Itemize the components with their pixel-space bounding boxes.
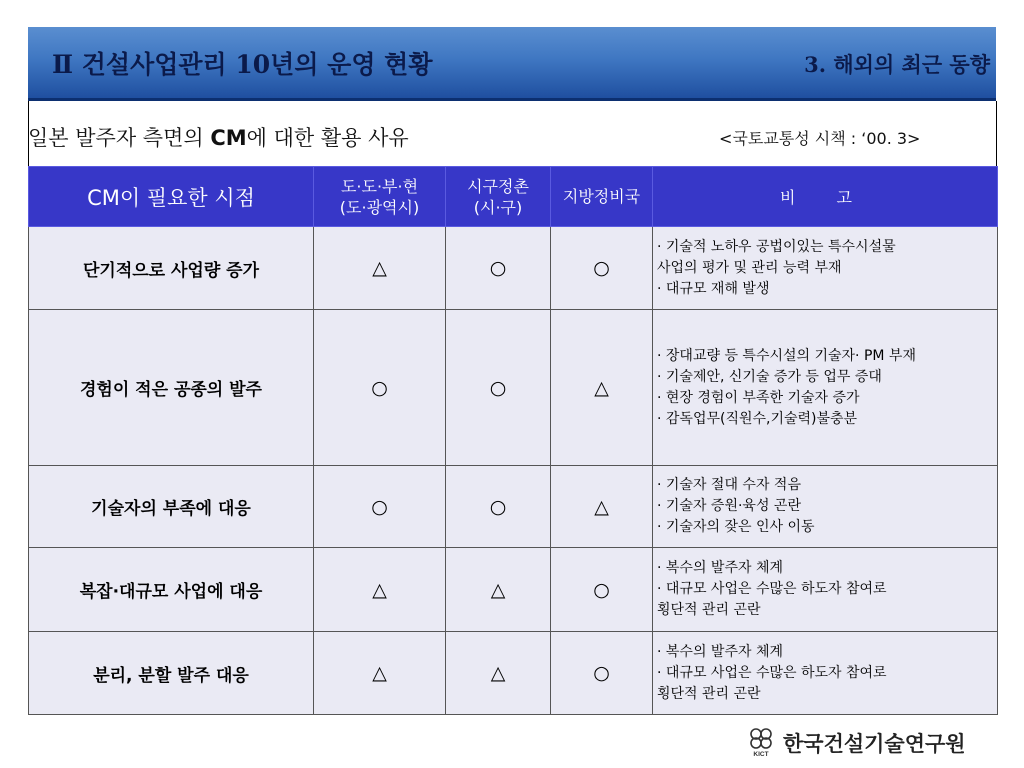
row-mark-regional-bureau: △ bbox=[551, 310, 653, 466]
table-row bbox=[29, 632, 998, 715]
header-regional-bureau: 지방정비국 bbox=[551, 167, 653, 227]
slide-header bbox=[28, 27, 996, 101]
table-row bbox=[29, 466, 998, 548]
table-header-row bbox=[29, 167, 998, 227]
row-mark-regional-bureau: ○ bbox=[551, 548, 653, 632]
table-row bbox=[29, 310, 998, 466]
subsection-title: 3. 해외의 최근 동향 bbox=[804, 52, 990, 77]
subtitle-suffix: 에 대한 활용 사유 bbox=[246, 126, 409, 150]
row-mark-prefecture: △ bbox=[314, 632, 446, 715]
row-reason: 기술자의 부족에 대응 bbox=[29, 466, 314, 548]
row-mark-regional-bureau: △ bbox=[551, 466, 653, 548]
row-note: · 복수의 발주자 체계 · 대규모 사업은 수많은 하도자 참여로 횡단적 관리 곤란 bbox=[653, 548, 998, 632]
row-reason: 복잡·대규모 사업에 대응 bbox=[29, 548, 314, 632]
kict-emblem-icon bbox=[745, 726, 777, 758]
section-title: Ⅱ 건설사업관리 10년의 운영 현황 bbox=[52, 50, 433, 79]
row-mark-prefecture: △ bbox=[314, 548, 446, 632]
row-reason: 경험이 적은 공종의 발주 bbox=[29, 310, 314, 466]
row-mark-municipality: ○ bbox=[446, 227, 551, 310]
row-mark-municipality: ○ bbox=[446, 310, 551, 466]
table-row bbox=[29, 548, 998, 632]
row-mark-regional-bureau: ○ bbox=[551, 227, 653, 310]
row-reason: 단기적으로 사업량 증가 bbox=[29, 227, 314, 310]
row-mark-regional-bureau: ○ bbox=[551, 632, 653, 715]
header-note: 비 고 bbox=[653, 167, 998, 227]
row-mark-municipality: △ bbox=[446, 632, 551, 715]
row-note: · 기술적 노하우 공법이있는 특수시설물 사업의 평가 및 관리 능력 부재 · 대규모 재해 발생 bbox=[653, 227, 998, 310]
row-mark-municipality: ○ bbox=[446, 466, 551, 548]
header-prefecture-line1: 도·도·부·현 bbox=[340, 176, 419, 196]
source-note: <국토교통성 시책 : ‘00. 3> bbox=[719, 129, 921, 148]
row-note: · 복수의 발주자 체계 · 대규모 사업은 수많은 하도자 참여로 횡단적 관리 곤란 bbox=[653, 632, 998, 715]
header-municipality bbox=[446, 167, 551, 227]
header-prefecture-line2: (도·광역시) bbox=[339, 197, 420, 217]
header-municipality-line1: 시구정촌 bbox=[467, 176, 529, 196]
row-reason: 분리, 분할 발주 대응 bbox=[29, 632, 314, 715]
row-mark-municipality: △ bbox=[446, 548, 551, 632]
kict-name: 한국건설기술연구원 bbox=[783, 732, 966, 756]
row-note: · 기술자 절대 수자 적음 · 기술자 증원·육성 곤란 · 기술자의 잦은 인사 이동 bbox=[653, 466, 998, 548]
header-prefecture bbox=[314, 167, 446, 227]
header-municipality-line2: (시·구) bbox=[473, 197, 523, 217]
row-mark-prefecture: ○ bbox=[314, 310, 446, 466]
slide-subtitle bbox=[28, 122, 409, 152]
kict-abbr: KICT bbox=[753, 751, 769, 758]
subtitle-cm: CM bbox=[210, 126, 247, 150]
header-reason: CM이 필요한 시점 bbox=[29, 167, 314, 227]
row-mark-prefecture: △ bbox=[314, 227, 446, 310]
subtitle-prefix: 일본 발주자 측면의 bbox=[28, 126, 211, 150]
row-mark-prefecture: ○ bbox=[314, 466, 446, 548]
cm-usage-table bbox=[28, 166, 998, 715]
right-border bbox=[996, 101, 997, 167]
table-row bbox=[29, 227, 998, 310]
row-note: · 장대교량 등 특수시설의 기술자· PM 부재 · 기술제안, 신기술 증가 등 업무 증대 · 현장 경험이 부족한 기술자 증가 · 감독업무(직원수,기술력)불충분 bbox=[653, 310, 998, 466]
